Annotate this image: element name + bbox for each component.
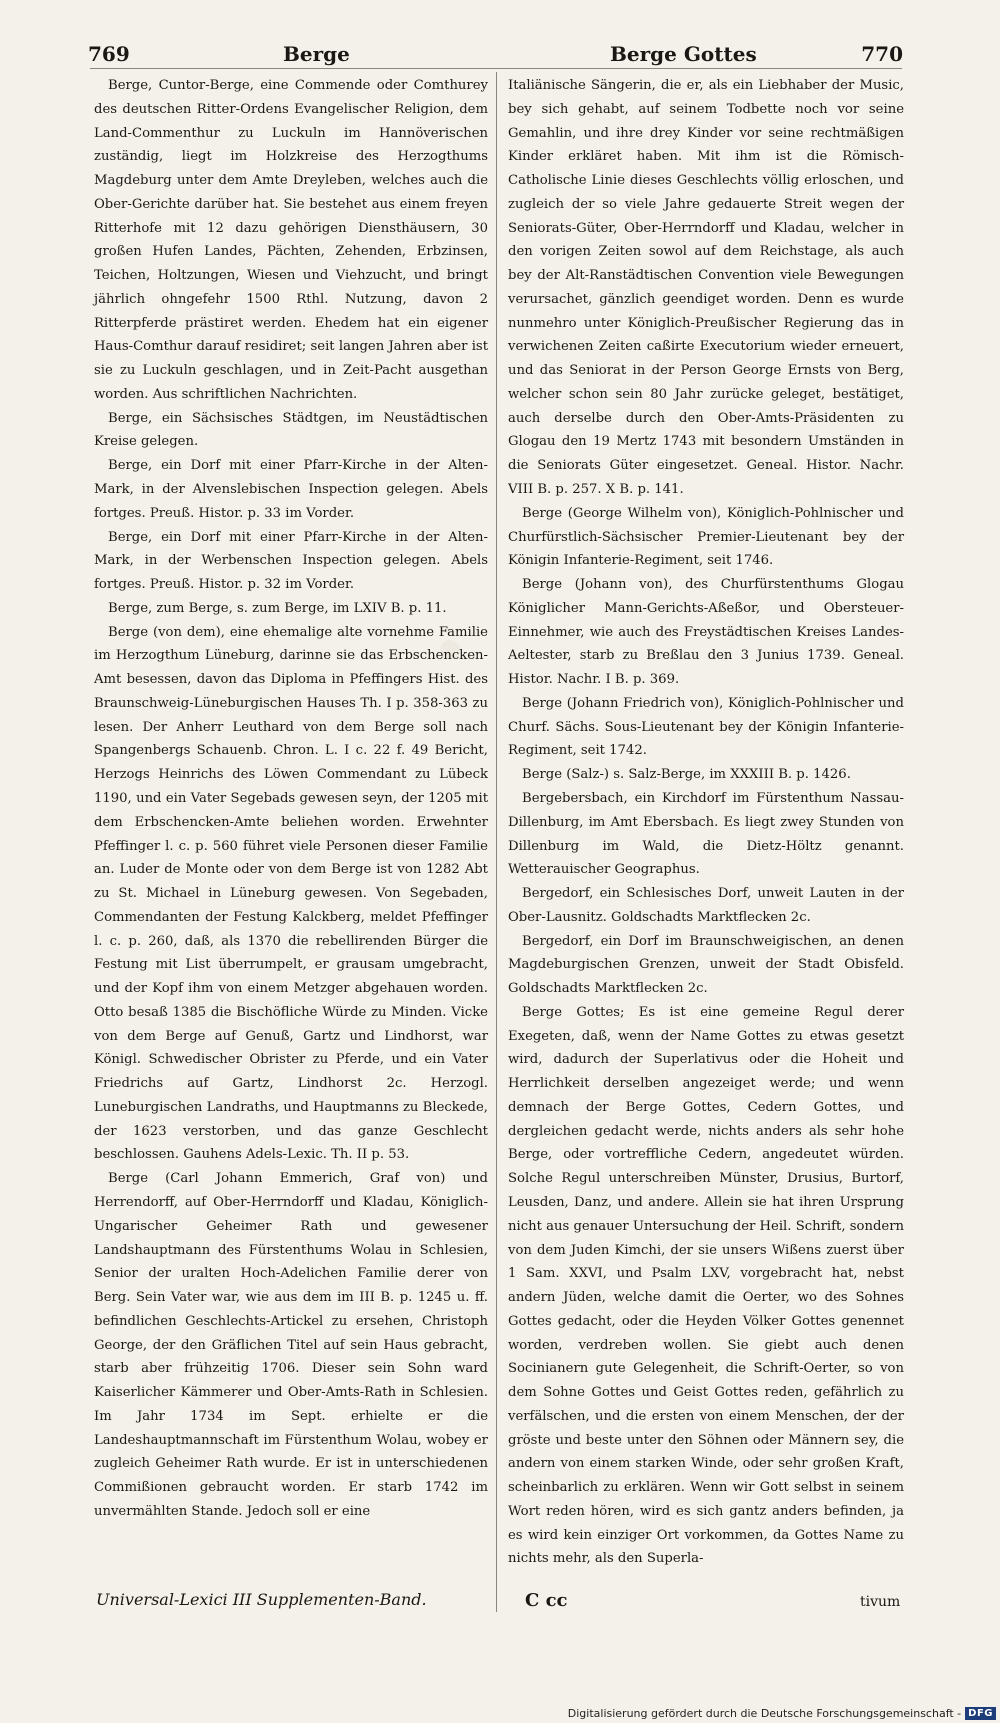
entry-berge-staedtgen: Berge, ein Sächsisches Städtgen, im Neustädtischen Kreise gelegen. — [94, 410, 488, 450]
entry-bergebersbach: Bergebersbach, ein Kirchdorf im Fürstenthum Nassau-Dillenburg, im Amt Ebersbach. Es liegt zwey Stunden von Dillenburg im Wald, die Dietz-Höltz genannt. Wetterauischer Geographus. — [508, 790, 904, 878]
digitization-footer — [568, 1707, 996, 1720]
left-column — [94, 74, 488, 1524]
entry-bergedorf-schlesisch: Bergedorf, ein Schlesisches Dorf, unweit Lauten in der Ober-Lausnitz. Goldschadts Marktflecken 2c. — [508, 886, 904, 925]
entry-berge-george-wilhelm: Berge (George Wilhelm von), Königlich-Pohlnischer und Churfürstlich-Sächsischer Premier-Lieutenant bey der Königin Infanterie-Regiment, seit 1746. — [508, 505, 904, 569]
entry-berge-dorf-alvensleben: Berge, ein Dorf mit einer Pfarr-Kirche in der Alten-Mark, in der Alvenslebischen Inspection gelegen. Abels fortges. Preuß. Histor. p. 33 im Vorder. — [94, 458, 488, 521]
page-number-right: 770 — [861, 42, 903, 66]
entry-berge-von-dem: Berge (von dem), eine ehemalige alte vornehme Familie im Herzogthum Lüneburg, darinne sie das Erbschencken-Amt besessen, davon das Diploma in Pfeffingers Hist. des Braunschweig-Lüneburgischen Hauses Th. I p. 358-363 zu lesen. Der Anherr Leuthard von dem Berge soll nach Spangenbergs Schauenb. Chron. L. I c. 22 f. 49 Bericht, Herzogs Heinrichs des Löwen Commendant zu Lübeck 1190, und ein Vater Segebads gewesen seyn, der 1205 mit dem Erbschencken-Amte beliehen worden. Erwehnter Pfeffinger l. c. p. 560 führet viele Personen dieser Familie an. Luder de Monte oder von dem Berge ist von 1282 Abt zu St. Michael in Lüneburg gewesen. Von Segebaden, Commendanten der Festung Kalckberg, meldet Pfeffinger l. c. p. 260, daß, als 1370 die rebellirenden Bürger die Festung mit List überrumpelt, er grausam umgebracht, und der Kopf ihm von einem Metzger abgehauen worden. Otto besaß 1385 die Bischöfliche Würde zu Minden. Vicke von dem Berge auf Genuß, Gartz und Lindhorst, war Königl. Schwedischer Obrister zu Pferde, und ein Vater Friedrichs auf Gartz, Lindhorst 2c. Herzogl. Luneburgischen Landraths, und Hauptmanns zu Bleckede, der 1623 verstorben, und das ganze Geschlecht beschlossen. Gauhens Adels-Lexic. Th. II p. 53. — [94, 624, 488, 1163]
entry-berge-salz: Berge (Salz-) s. Salz-Berge, im XXXIII B. p. 1426. — [522, 767, 851, 783]
entry-berge-dorf-werben: Berge, ein Dorf mit einer Pfarr-Kirche in der Alten-Mark, in der Werbenschen Inspection gelegen. Abels fortges. Preuß. Histor. p. 32 im Vorder. — [94, 529, 488, 593]
entry-berge-carl-johann: Berge (Carl Johann Emmerich, Graf von) und Herrendorff, auf Ober-Herrndorff und Kladau, Königlich-Ungarischer Geheimer Rath und gewesener Landshauptmann des Fürstenthums Wolau in Schlesien, Senior der uralten Hoch-Adelichen Familie derer von Berg. Sein Vater war, wie aus dem im III B. p. 1245 u. ff. befindlichen Geschlechts-Artickel zu ersehen, Christoph George, der den Gräflichen Titel auf sein Haus gebracht, starb aber frühzeitig 1706. Dieser sein Sohn ward Kaiserlicher Kämmerer und Ober-Amts-Rath in Schlesien. Im Jahr 1734 im Sept. erhielte er die Landeshauptmannschaft im Fürstenthum Wolau, wobey er zugleich Geheimer Rath wurde. Er ist in unterschiedenen Commißionen gebraucht worden. Er starb 1742 im unvermählten Stande. Jedoch soll er eine — [94, 1171, 488, 1519]
dfg-logo-icon: DFG — [965, 1707, 996, 1720]
entry-continuation: Italiänische Sängerin, die er, als ein Liebhaber der Music, bey sich gehabt, auf seinem Todbette noch vor seine Gemahlin, und ihre drey Kinder vor seine rechtmäßigen Kinder erkläret haben. Mit ihm ist die Römisch-Catholische Linie dieses Geschlechts völlig erloschen, und zugleich der so viele Jahre gedauerte Streit wegen der Seniorats-Güter, Ober-Herrndorff und Kladau, welcher in den vorigen Zeiten sowol auf dem Reichstage, als auch bey der Alt-Ranstädtischen Convention viele Bewegungen verursachet, gänzlich geendiget worden. Denn es wurde nunmehro unter Königlich-Preußischer Regierung das in verwichenen Zeiten caßirte Executorium wieder erneuert, und das Seniorat in der Person George Ernsts von Berg, welcher schon sein 80 Jahr zurücke geleget, bestätiget, auch derselbe durch den Ober-Amts-Präsidenten zu Glogau den 19 Mertz 1743 mit besondern Umständen in die Seniorats Güter eingesetzet. Geneal. Histor. Nachr. VIII B. p. 257. X B. p. 141. — [508, 78, 904, 498]
entry-berge-cuntor: Berge, Cuntor-Berge, eine Commende oder Comthurey des deutschen Ritter-Ordens Evangelischer Religion, dem Land-Commenthur zu Luckuln im Hannöverischen zuständig, liegt im Holzkreise des Herzogthums Magdeburg unter dem Amte Dreyleben, welches auch die Ober-Gerichte darüber hat. Sie bestehet aus einem freyen Ritterhofe mit 12 dazu gehörigen Diensthäusern, 30 großen Hufen Landes, Pächten, Zehenden, Erbzinsen, Teichen, Holtzungen, Wiesen und Viehzucht, und bringt jährlich ohngefehr 1500 Rthl. Nutzung, davon 2 Ritterpferde prästiret werden. Ehedem hat ein eigener Haus-Comthur darauf residiret; seit langen Jahren aber ist sie zu Luckuln geschlagen, und in Zeit-Pacht ausgethan worden. Aus schriftlichen Nachrichten. — [94, 78, 488, 402]
footer-text: Digitalisierung gefördert durch die Deutsche Forschungsgemeinschaft - — [567, 1707, 962, 1720]
column-divider — [496, 72, 497, 1612]
entry-bergedorf-braunschweig: Bergedorf, ein Dorf im Braunschweigischen, an denen Magdeburgischen Grenzen, unweit der Stadt Obisfeld. Goldschadts Marktflecken 2c. — [508, 933, 904, 997]
page-number-left: 769 — [88, 42, 130, 66]
running-header — [88, 34, 903, 70]
catchword: tivum — [860, 1594, 901, 1610]
headword-left: Berge — [283, 42, 350, 66]
headword-right: Berge Gottes — [610, 42, 757, 66]
header-rule — [90, 68, 902, 69]
entry-berge-johann: Berge (Johann von), des Churfürstenthums Glogau Königlicher Mann-Gerichts-Aßeßor, und Obersteuer-Einnehmer, wie auch des Freystädtischen Kreises Landes-Aeltester, starb zu Breßlau den 3 Junius 1739. Geneal. Histor. Nachr. I B. p. 369. — [508, 577, 904, 688]
signature-title: Universal-Lexici III Supplementen-Band. — [96, 1590, 427, 1609]
right-column — [508, 74, 904, 1571]
entry-berge-zum-berge: Berge, zum Berge, s. zum Berge, im LXIV B. p. 11. — [108, 600, 447, 616]
entry-berge-johann-friedrich: Berge (Johann Friedrich von), Königlich-Pohlnischer und Churf. Sächs. Sous-Lieutenant bey der Königin Infanterie-Regiment, seit 1742. — [508, 695, 904, 759]
signature-mark: C cc — [525, 1590, 568, 1611]
entry-berge-gottes: Berge Gottes; Es ist eine gemeine Regul derer Exegeten, daß, wenn der Name Gottes zu etwas gesetzt wird, dadurch der Superlativus oder die Hoheit und Herrlichkeit derselben angezeiget werde; und wenn demnach der Berge Gottes, Cedern Gottes, und dergleichen gedacht werde, nichts anders als sehr hohe Berge, oder vortreffliche Cedern, angedeutet würden. Solche Regul unterschreiben Münster, Drusius, Burtorf, Leusden, Danz, und andere. Allein sie hat ihren Ursprung nicht aus genauer Untersuchung der Heil. Schrift, sondern von dem Juden Kimchi, der sie unsers Wißens zuerst über 1 Sam. XXVI, und Psalm LXV, vorgebracht hat, nebst andern Jüden, welche damit die Oerter, wo des Sohnes Gottes gedacht, oder die Heyden Völker Gottes genennet worden, verdreben wollen. Sie giebt auch denen Socinianern gute Gelegenheit, die Schrift-Oerter, so von dem Sohne Gottes und Geist Gottes reden, gefährlich zu verfälschen, und die ersten von einem Menschen, der der gröste und beste unter den Söhnen oder Männern sey, die andern von einem starken Winde, oder sehr großen Kraft, scheinbarlich zu erklären. Wenn wir Gott selbst in seinem Wort reden hören, wird es sich gantz anders befinden, ja es wird kein einziger Ort vorkommen, da Gottes Name zu nichts mehr, als den Superla- — [508, 1004, 904, 1567]
